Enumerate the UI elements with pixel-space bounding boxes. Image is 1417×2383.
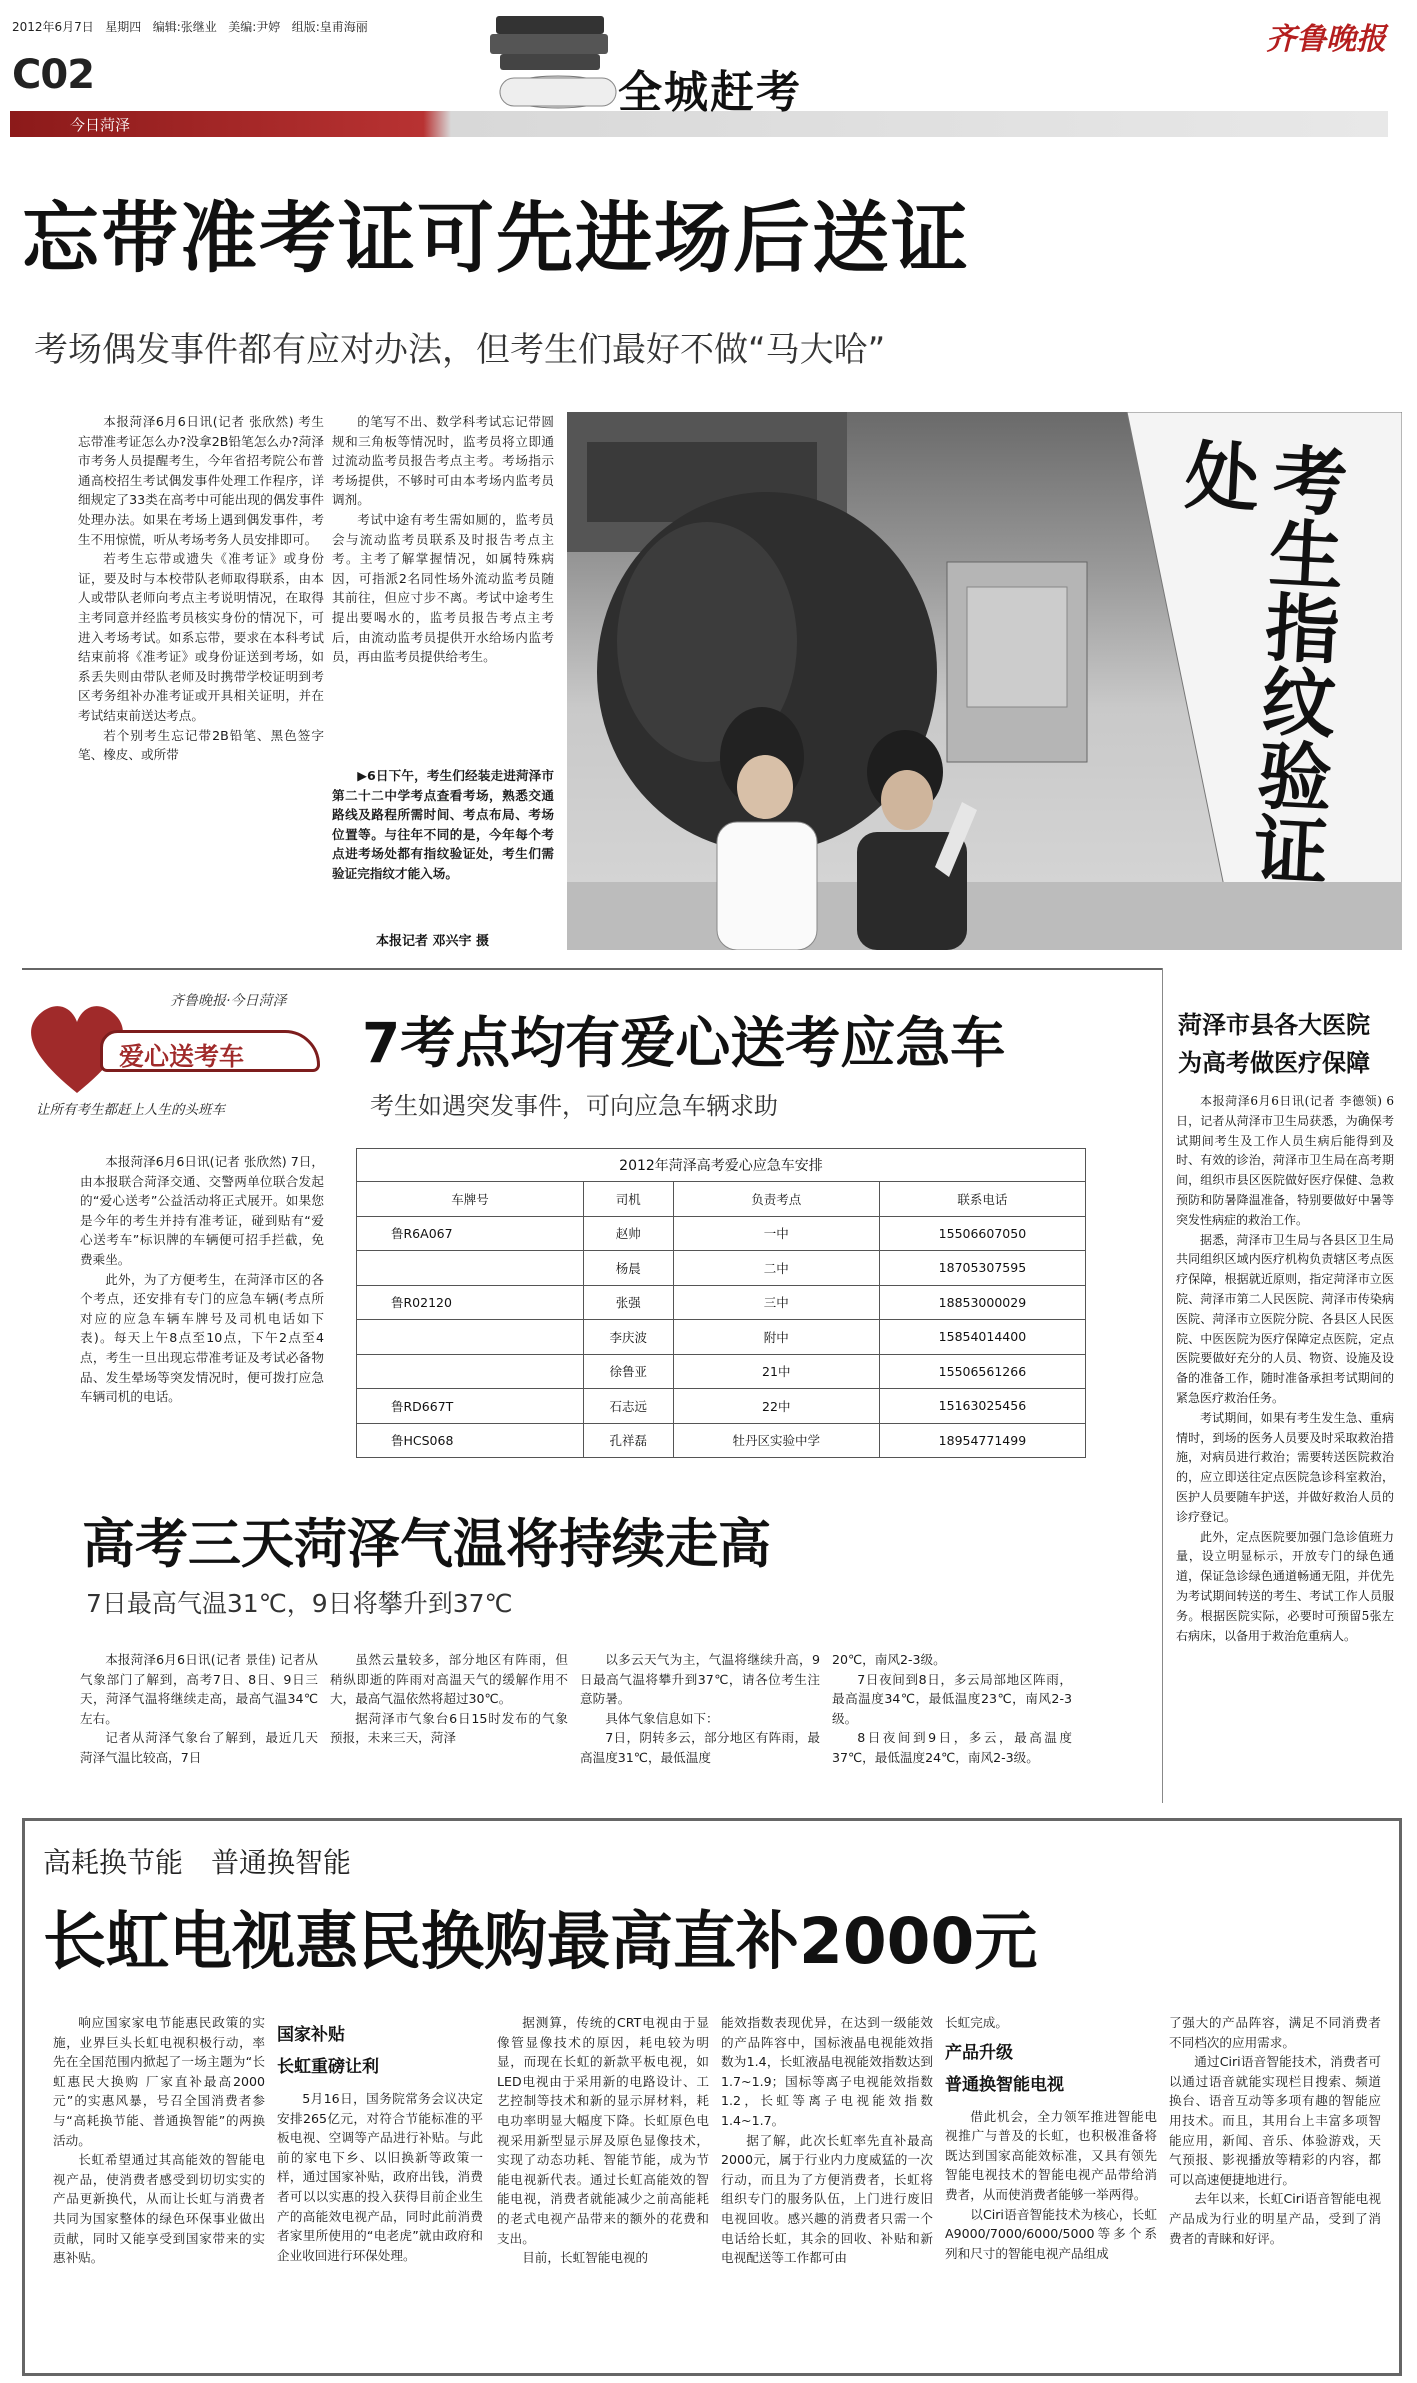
ambulance-paragraph: 本报菏泽6月6日讯(记者 张欣然) 7日，由本报联合菏泽交通、交警两单位联合发起的“爱心送考”公益活动将正式展开。如果您是今年的考生并持有准考证，碰到贴有“爱心送考车”标识牌的车辆便可招手拦截，免费乘坐。 — [80, 1154, 324, 1267]
hospital-paragraph: 此外，定点医院要加强门急诊值班力量，设立明显标示，开放专门的绿色通道，保证急诊绿色通道畅通无阻，并优先为考试期间转送的考生、考试工作人员服务。根据医院实际，必要时可预留5张左右病床，以备用于救治危重病人。 — [1176, 1529, 1394, 1643]
table-cell: 杨晨 — [583, 1251, 673, 1286]
love-bus-slogan: 让所有考生都赶上人生的头班车 — [36, 1102, 225, 1118]
table-cell: 一中 — [673, 1216, 879, 1251]
table-cell — [357, 1320, 584, 1355]
lead-photo — [567, 412, 1402, 950]
ad-column-6 — [1169, 2013, 1381, 2369]
photo-credit: 本报记者 邓兴宇 摄 — [376, 934, 490, 949]
lead-column-1 — [78, 412, 324, 952]
lead-paragraph: 本报菏泽6月6日讯(记者 张欣然) 考生忘带准考证怎么办?没拿2B铅笔怎么办?菏泽市考务人员提醒考生，今年省招考院公布普通高校招生考试偶发事件处理工作程序，详细规定了33类在高考中可能出现的偶发事件处理办法。如果在考场上遇到偶发事件，考生不用惊慌，听从考场考务人员安排即可。 — [78, 414, 324, 547]
table-cell: 附中 — [673, 1320, 879, 1355]
table-header: 司机 — [583, 1182, 673, 1217]
weather-column-2 — [330, 1650, 568, 1800]
photo-caption-text: ▶6日下午，考生们经装走进菏泽市第二十二中学考点查看考场，熟悉交通路线及路程所需时间、考点布局、考场位置等。与往年不同的是，今年每个考点进考场处都有指纹验证处，考生们需验证完指纹才能入场。 — [332, 768, 554, 881]
table-cell: 石志远 — [583, 1389, 673, 1424]
ad-column-2-body — [277, 2089, 483, 2265]
lead-paragraph: 若个别考生忘记带2B铅笔、黑色签字笔、橡皮、或所带 — [78, 727, 324, 763]
ad-column-4 — [721, 2013, 933, 2369]
ad-column-1 — [53, 2013, 265, 2369]
ad-column-5-intro — [945, 2013, 1157, 2033]
table-cell: 15506561266 — [879, 1354, 1085, 1389]
ad-section-subtitle: 长虹重磅让利 — [277, 2057, 379, 2077]
hospital-paragraph: 本报菏泽6月6日讯(记者 李德领) 6日，记者从菏泽市卫生局获悉，为确保考试期间考生及工作人员生病后能得到及时、有效的诊治，菏泽市卫生局在高考期间，组织市县区医院做好医疗保健、急救预防和防暑降温准备，特别要做好中暑等突发性病症的救治工作。 — [1176, 1094, 1394, 1227]
photo-caption — [332, 766, 554, 926]
ad-paragraph: 目前，长虹智能电视的 — [522, 2250, 649, 2266]
ad-paragraph: 长虹希望通过其高能效的智能电视产品，使消费者感受到切切实实的产品更新换代，从而让长虹与消费者共同为国家整体的绿色环保事业做出贡献，同时又能享受到国家带来的实惠补贴。 — [53, 2152, 265, 2266]
page-number: C02 — [12, 52, 95, 98]
column-title: 全城赶考 — [618, 67, 802, 118]
hospital-headline-line: 为高考做医疗保障 — [1178, 1049, 1370, 1077]
table-row — [357, 1251, 1086, 1286]
hospital-headline-line: 菏泽市县各大医院 — [1178, 1011, 1370, 1039]
weather-column-1 — [80, 1650, 318, 1800]
ambulance-headline: 7考点均有爱心送考应急车 — [362, 1011, 1006, 1075]
ad-column-3 — [497, 2013, 709, 2369]
ad-paragraph: 据了解，此次长虹率先直补最高2000元，属于行业内力度威猛的一次行动，而且为了方便消费者，长虹将组织专门的服务队伍，上门进行废旧电视回收。感兴趣的消费者只需一个电话给长虹，其余的回收、补贴和新电视配送等工作都可由 — [721, 2132, 933, 2266]
table-cell — [357, 1354, 584, 1389]
table-cell: 22中 — [673, 1389, 879, 1424]
hospital-paragraph: 考试期间，如果有考生发生急、重病情时，到场的医务人员要及时采取救治措施，对病员进行救治；需要转送医院救治的，应立即送往定点医院急诊科室救治，医护人员要随车护送，并做好救治人员的诊疗登记。 — [1176, 1410, 1394, 1524]
hospital-body — [1176, 1092, 1394, 1802]
ambulance-table — [356, 1148, 1086, 1458]
weather-column-3 — [580, 1650, 820, 1800]
ad-section-title: 国家补贴 — [277, 2025, 345, 2045]
table-cell: 18705307595 — [879, 1251, 1085, 1286]
table-cell: 鲁R6A067 — [357, 1216, 584, 1251]
love-bus-title — [100, 1030, 320, 1072]
ad-box — [22, 1818, 1402, 2376]
table-cell: 15163025456 — [879, 1389, 1085, 1424]
ad-column-2 — [277, 2013, 483, 2369]
ad-paragraph: 以Ciri语音智能技术为核心，长虹A9000/7000/6000/5000等多个系列和尺寸的智能电视产品组成 — [945, 2206, 1157, 2261]
ad-section-subtitle: 普通换智能电视 — [945, 2074, 1064, 2095]
ad-subhead: 高耗换节能 普通换智能 — [43, 1846, 352, 1879]
weather-paragraph: 20℃，南风2-3级。 — [832, 1652, 946, 1667]
table-row — [357, 1354, 1086, 1389]
ad-paragraph: 了强大的产品阵容，满足不同消费者不同档次的应用需求。 — [1169, 2015, 1381, 2050]
header-proofreader: 组版:皇甫海丽 — [291, 20, 368, 34]
table-cell: 15854014400 — [879, 1320, 1085, 1355]
ambulance-subhead: 考生如遇突发事件，可向应急车辆求助 — [370, 1092, 778, 1120]
books-icon — [478, 8, 618, 118]
love-bus-title-text: 爱心送考车 — [119, 1042, 245, 1071]
weather-paragraph: 8日夜间到9日，多云，最高温度37℃，最低温度24℃，南风2-3级。 — [832, 1730, 1072, 1765]
table-header: 车牌号 — [357, 1182, 584, 1217]
ad-paragraph: 去年以来，长虹Ciri语音智能电视产品成为行业的明星产品，受到了消费者的青睐和好评。 — [1169, 2191, 1381, 2246]
divider — [1162, 968, 1163, 1803]
brand-logo: 齐鲁晚报 — [1266, 22, 1386, 57]
books-illustration — [478, 8, 618, 118]
table-cell: 牡丹区实验中学 — [673, 1423, 879, 1458]
ad-paragraph: 响应国家家电节能惠民政策的实施，业界巨头长虹电视积极行动，率先在全国范围内掀起了一场主题为“长虹惠民大换购 厂家直补最高2000元”的实惠风暴，号召全国消费者参与“高耗换节能、普通换智能”的两换活动。 — [53, 2015, 265, 2148]
ad-column-5 — [945, 2013, 1157, 2369]
lead-paragraph: 考试中途有考生需如厕的，监考员会与流动监考员联系及时报告考点主考。主考了解掌握情况，如属特殊病因，可指派2名同性场外流动监考员随其前往，但应寸步不离。考试中途考生提出要喝水的，监考员报告考点主考后，由流动监考员提供开水给场内监考员，再由监考员提供给考生。 — [332, 511, 554, 665]
love-bus-brand: 齐鲁晚报·今日菏泽 — [170, 993, 287, 1009]
ad-paragraph: 借此机会，全力领军推进智能电视推广与普及的长虹，也积极准备将既达到国家高能效标准，又具有领先智能电视技术的智能电视产品带给消费者，从而使消费者能够一举两得。 — [945, 2108, 1157, 2202]
photo-sign: 考生指纹验证处 — [1171, 435, 1350, 888]
table-row — [357, 1423, 1086, 1458]
table-row — [357, 1320, 1086, 1355]
table-cell: 二中 — [673, 1251, 879, 1286]
header-date: 2012年6月7日 — [12, 20, 94, 34]
weather-paragraph: 以多云天气为主，气温将继续升高，9日最高气温将攀升到37℃，请各位考生注意防暑。 — [580, 1652, 820, 1707]
table-cell: 赵帅 — [583, 1216, 673, 1251]
table-cell: 鲁HCS068 — [357, 1423, 584, 1458]
table-cell: 15506607050 — [879, 1216, 1085, 1251]
table-header: 联系电话 — [879, 1182, 1085, 1217]
lead-paragraph: 的笔写不出、数学科考试忘记带圆规和三角板等情况时，监考员将立即通过流动监考员报告考点主考。考场指示考场提供，不够时可由本考场内监考员调剂。 — [332, 414, 554, 508]
ad-paragraph: 据测算，传统的CRT电视由于显像管显像技术的原因，耗电较为明显，而现在长虹的新款平板电视，如LED电视由于采用新的电路设计、工艺控制等技术和新的显示屏材料，耗电功率明显大幅度下降。长虹原色电视采用新型显示屏及原色显像技术，实现了动态功耗、智能节能，成为节能电视新代表。通过长虹高能效的智能电视，消费者就能减少之前高能耗的老式电视产品带来的额外的花费和支出。 — [497, 2015, 709, 2246]
ad-paragraph: 5月16日，国务院常务会议决定安排265亿元，对符合节能标准的平板电视、空调等产品进行补贴。与此前的家电下乡、以旧换新等政策一样，通过国家补贴，政府出钱，消费者可以以实惠的投入获得目前企业生产的高能效电视产品，同时此前消费者家里所使用的“电老虎”就由政府和企业收回进行环保处理。 — [277, 2091, 483, 2263]
table-cell: 18954771499 — [879, 1423, 1085, 1458]
header-meta — [12, 18, 368, 35]
lead-column-2 — [332, 412, 554, 762]
ad-column-5-body — [945, 2107, 1157, 2264]
header-bar — [8, 8, 1408, 148]
weather-paragraph: 记者从菏泽气象台了解到，最近几天菏泽气温比较高，7日 — [80, 1730, 318, 1765]
ambulance-paragraph: 此外，为了方便考生，在菏泽市区的各个考点，还安排有专门的应急车辆(考点所对应的应急车辆车牌号及司机电话如下表)。每天上午8点至10点，下午2点至4点，考生一旦出现忘带准考证及考试必备物品、发生晕场等突发情况时，便可拨打应急车辆司机的电话。 — [80, 1271, 324, 1405]
table-cell — [357, 1251, 584, 1286]
lead-subhead: 考场偶发事件都有应对办法，但考生们最好不做“马大哈” — [34, 330, 886, 370]
header-editor: 编辑:张继业 — [152, 20, 217, 34]
ad-headline: 长虹电视惠民换购最高直补2000元 — [43, 1905, 1038, 1978]
weather-paragraph: 据菏泽市气象台6日15时发布的气象预报，未来三天，菏泽 — [330, 1710, 568, 1746]
weather-paragraph: 7日夜间到8日，多云局部地区阵雨，最高温度34℃，最低温度23℃，南风2-3级。 — [832, 1671, 1072, 1726]
table-row — [357, 1285, 1086, 1320]
weather-paragraph: 虽然云量较多，部分地区有阵雨，但稍纵即逝的阵雨对高温天气的缓解作用不大，最高气温依然将超过30℃。 — [330, 1652, 568, 1707]
divider — [22, 968, 1162, 970]
table-cell: 李庆波 — [583, 1320, 673, 1355]
table-cell: 鲁R02120 — [357, 1285, 584, 1320]
table-caption: 2012年菏泽高考爱心应急车安排 — [356, 1148, 1086, 1181]
table-row — [357, 1216, 1086, 1251]
ad-paragraph: 长虹完成。 — [945, 2015, 1008, 2030]
table-cell: 孔祥磊 — [583, 1423, 673, 1458]
weather-paragraph: 本报菏泽6月6日讯(记者 景佳) 记者从气象部门了解到，高考7日、8日、9日三天，菏泽气温将继续走高，最高气温34℃左右。 — [80, 1652, 318, 1726]
hospital-paragraph: 据悉，菏泽市卫生局与各县区卫生局共同组织区域内医疗机构负责辖区考点医疗保障，根据就近原则，指定菏泽市立医院、菏泽市第二人民医院、菏泽市传染病医院、菏泽市立医院分院、各县区人民医院、中医医院为医疗保障定点医院，定点医院要做好充分的人员、物资、设施及设备的准备工作，随时准备承担考试期间的紧急医疗救治任务。 — [1176, 1232, 1394, 1405]
weather-headline: 高考三天菏泽气温将持续走高 — [82, 1514, 771, 1575]
ambulance-body — [80, 1152, 324, 1488]
ad-section-title: 产品升级 — [945, 2042, 1013, 2063]
weather-column-4 — [832, 1650, 1072, 1800]
love-bus-logo — [22, 986, 342, 1126]
weather-subhead: 7日最高气温31℃，9日将攀升到37℃ — [86, 1589, 513, 1618]
table-cell: 18853000029 — [879, 1285, 1085, 1320]
table-cell: 鲁RD667T — [357, 1389, 584, 1424]
table-cell: 21中 — [673, 1354, 879, 1389]
table-header-row — [357, 1182, 1086, 1217]
header-designer: 美编:尹婷 — [228, 20, 281, 34]
table-cell: 徐鲁亚 — [583, 1354, 673, 1389]
section-label: 今日菏泽 — [70, 116, 131, 134]
header-weekday: 星期四 — [105, 20, 142, 34]
table-cell: 三中 — [673, 1285, 879, 1320]
table-row — [357, 1389, 1086, 1424]
weather-paragraph: 具体气象信息如下： — [605, 1710, 719, 1726]
hospital-headline — [1178, 1006, 1370, 1082]
ad-paragraph: 能效指数表现优异，在达到一级能效的产品阵容中，国标液晶电视能效指数为1.4，长虹液晶电视能效指数达到1.7~1.9；国标等离子电视能效指数1.2，长虹等离子电视能效指数1.4~1.7。 — [721, 2015, 933, 2128]
lead-paragraph: 若考生忘带或遗失《准考证》或身份证，要及时与本校带队老师取得联系，由本人或带队老师向考点主考说明情况，在取得主考同意并经监考员核实身份的情况下，可进入考场考试。如系忘带，要求在本科考试结束前将《准考证》或身份证送到考场，如系丢失则由带队老师及时携带学校证明到考区考务组补办准考证或开具相关证明，并在考试结束前送达考点。 — [78, 551, 324, 723]
weather-paragraph: 7日，阴转多云，部分地区有阵雨，最高温度31℃，最低温度 — [580, 1730, 820, 1765]
ad-paragraph: 通过Ciri语音智能技术，消费者可以通过语音就能实现栏目搜索、频道换台、语音互动等多项有趣的智能应用技术。而且，其用台上丰富多项智能应用，新闻、音乐、体验游戏，天气预报、影视播放等精彩的内容，都可以高速便捷地进行。 — [1169, 2054, 1381, 2187]
ambulance-schedule-table — [356, 1148, 1086, 1458]
table-cell: 张强 — [583, 1285, 673, 1320]
lead-headline: 忘带准考证可先进场后送证 — [22, 195, 970, 284]
table-header: 负责考点 — [673, 1182, 879, 1217]
